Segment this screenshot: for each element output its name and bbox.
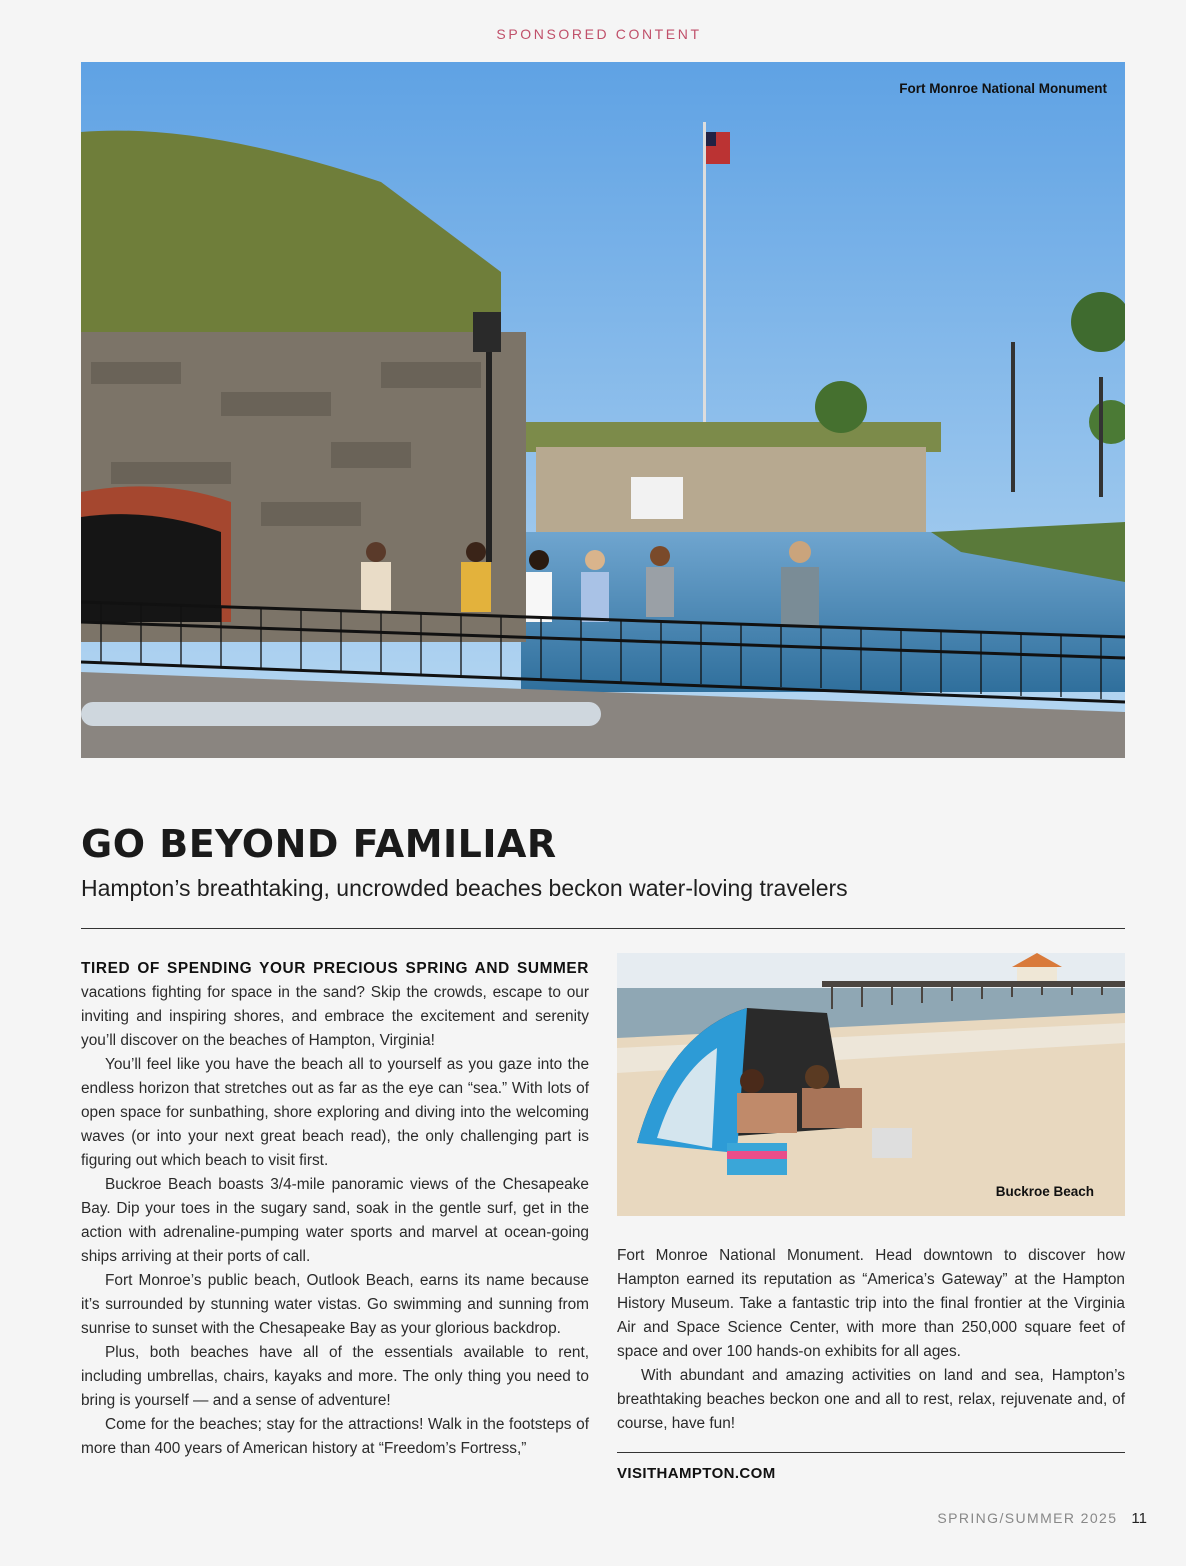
issue-label: SPRING/SUMMER 2025 [937, 1510, 1118, 1526]
article-column-right [617, 1244, 1125, 1436]
article-subheadline: Hampton’s breathtaking, uncrowded beaches beckon water-loving travelers [81, 875, 848, 901]
beach-photo [617, 953, 1125, 1216]
article-paragraph: With abundant and amazing activities on land and sea, Hampton’s breathtaking beaches beckon one and all to rest, relax, rejuvenate and, of course, have fun! [617, 1367, 1125, 1432]
article-headline: GO BEYOND FAMILIAR [81, 822, 557, 866]
article-paragraph: Plus, both beaches have all of the essentials available to rent, including umbrellas, chairs, kayaks and more. The only thing you need to bring is yourself — and a sense of adventure! [81, 1344, 589, 1409]
page-footer [937, 1510, 1147, 1527]
article-paragraph: Fort Monroe National Monument. Head downtown to discover how Hampton earned its reputation as “America’s Gateway” at the Hampton History Museum. Take a fantastic trip into the final frontier at the Virginia Air and Space Science Center, with more than 250,000 square feet of space and over 100 hands-on exhibits for all ages. [617, 1247, 1125, 1360]
paragraph-text: vacations fighting for space in the sand? Skip the crowds, escape to our inviting and inspiring shores, and embrace the excitement and serenity you’ll discover on the beaches of Hampton, Virginia! [81, 984, 589, 1049]
article-column-left [81, 957, 589, 1461]
website-link[interactable]: VISITHAMPTON.COM [617, 1465, 776, 1482]
fort-photo-icon [81, 62, 1125, 758]
beach-photo-icon [617, 953, 1125, 1216]
page-number: 11 [1131, 1510, 1147, 1527]
website-divider [617, 1452, 1125, 1453]
headline-divider [81, 928, 1125, 929]
article-paragraph [81, 957, 589, 1053]
lead-in: TIRED OF SPENDING YOUR PRECIOUS SPRING AND SUMMER [81, 960, 589, 977]
article-paragraph: Come for the beaches; stay for the attractions! Walk in the footsteps of more than 400 years of American history at “Freedom’s Fortress,” [81, 1416, 589, 1457]
article-paragraph: You’ll feel like you have the beach all to yourself as you gaze into the endless horizon that stretches out as far as the eye can “sea.” With lots of open space for sunbathing, shore exploring and diving into the welcoming waves (or into your next great beach read), the only challenging part is figuring out which beach to visit first. [81, 1056, 589, 1169]
beach-photo-caption: Buckroe Beach [995, 1184, 1094, 1199]
sponsored-label: SPONSORED CONTENT [496, 26, 702, 42]
article-paragraph: Buckroe Beach boasts 3/4-mile panoramic views of the Chesapeake Bay. Dip your toes in the sugary sand, soak in the gentle surf, get in the action with adrenaline-pumping water sports and marvel at ocean-going ships arriving at their ports of call. [81, 1176, 589, 1265]
hero-photo [81, 62, 1125, 758]
article-paragraph: Fort Monroe’s public beach, Outlook Beach, earns its name because it’s surrounded by stunning water vistas. Go swimming and sunning from sunrise to sunset with the Chesapeake Bay as your glorious backdrop. [81, 1272, 589, 1337]
hero-photo-caption: Fort Monroe National Monument [899, 81, 1107, 96]
